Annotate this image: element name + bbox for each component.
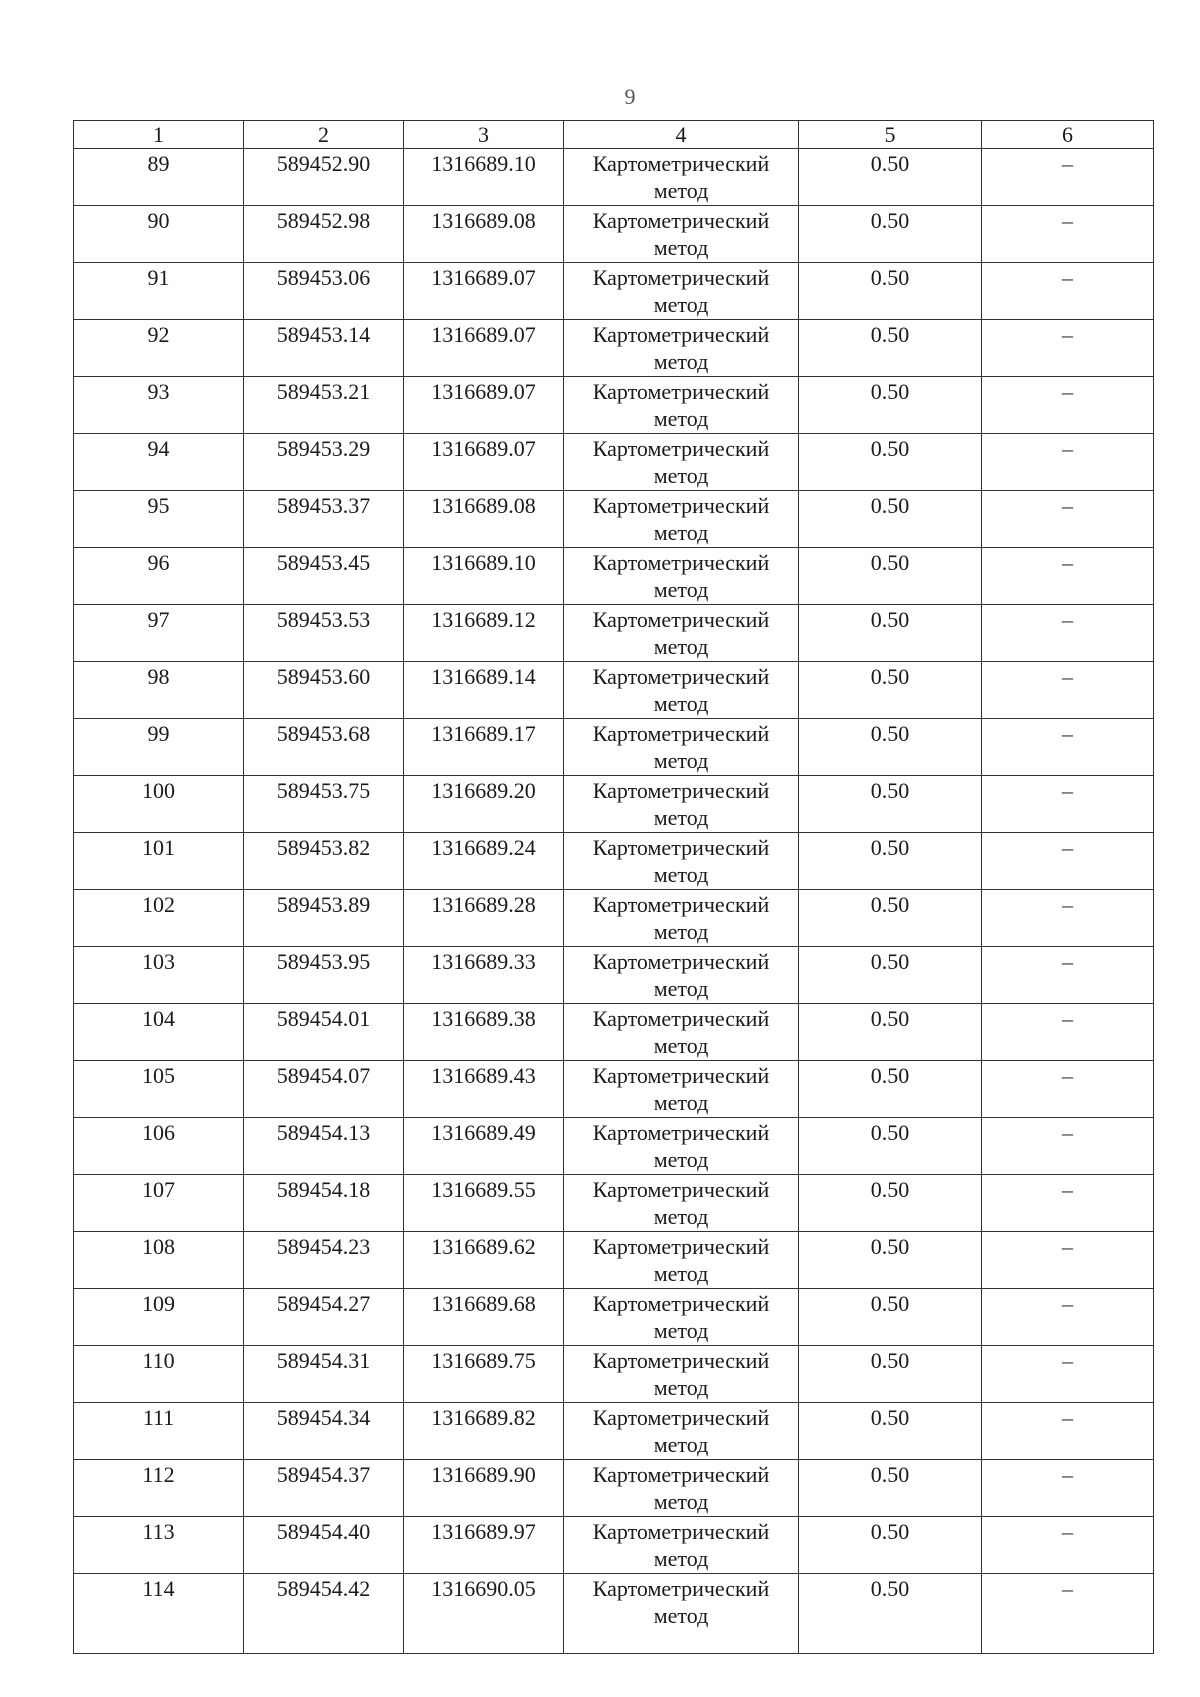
note-cell: – (982, 1403, 1154, 1460)
method-line-1: Картометрический (592, 1063, 770, 1088)
method-line-2: метод (653, 976, 709, 1001)
note-cell: – (982, 1346, 1154, 1403)
y-coordinate-cell: 1316689.43 (404, 1061, 564, 1118)
y-coordinate-cell: 1316689.24 (404, 833, 564, 890)
method-line-1: Картометрический (592, 322, 770, 347)
method-line-1: Картометрический (592, 1177, 770, 1202)
precision-cell: 0.50 (799, 377, 982, 434)
precision-cell: 0.50 (799, 947, 982, 1004)
precision-cell: 0.50 (799, 1403, 982, 1460)
point-number-cell: 91 (74, 263, 244, 320)
method-line-1: Картометрический (592, 778, 770, 803)
precision-cell: 0.50 (799, 890, 982, 947)
table-row (74, 833, 1154, 890)
note-cell: – (982, 1517, 1154, 1574)
method-line-2: метод (653, 463, 709, 488)
x-coordinate-cell: 589453.75 (244, 776, 404, 833)
note-cell: – (982, 776, 1154, 833)
table-row (74, 434, 1154, 491)
precision-cell: 0.50 (799, 1517, 982, 1574)
y-coordinate-cell: 1316689.14 (404, 662, 564, 719)
method-line-2: метод (653, 691, 709, 716)
table-row (74, 1061, 1154, 1118)
precision-cell: 0.50 (799, 1004, 982, 1061)
table-row (74, 662, 1154, 719)
precision-cell: 0.50 (799, 719, 982, 776)
x-coordinate-cell: 589453.53 (244, 605, 404, 662)
x-coordinate-cell: 589453.21 (244, 377, 404, 434)
note-cell: – (982, 1574, 1154, 1654)
method-line-2: метод (653, 235, 709, 260)
x-coordinate-cell: 589454.18 (244, 1175, 404, 1232)
method-line-2: метод (653, 520, 709, 545)
point-number-cell: 93 (74, 377, 244, 434)
method-cell (564, 1175, 799, 1232)
method-line-2: метод (653, 805, 709, 830)
precision-cell: 0.50 (799, 662, 982, 719)
method-line-2: метод (653, 1489, 709, 1514)
point-number-cell: 102 (74, 890, 244, 947)
method-line-2: метод (653, 1546, 709, 1571)
method-line-2: метод (653, 634, 709, 659)
point-number-cell: 111 (74, 1403, 244, 1460)
y-coordinate-cell: 1316689.82 (404, 1403, 564, 1460)
point-number-cell: 104 (74, 1004, 244, 1061)
point-number-cell: 89 (74, 149, 244, 206)
x-coordinate-cell: 589453.95 (244, 947, 404, 1004)
note-cell: – (982, 434, 1154, 491)
method-line-1: Картометрический (592, 1291, 770, 1316)
precision-cell: 0.50 (799, 776, 982, 833)
method-cell (564, 605, 799, 662)
method-cell (564, 1403, 799, 1460)
method-line-1: Картометрический (592, 949, 770, 974)
precision-cell: 0.50 (799, 548, 982, 605)
method-line-1: Картометрический (592, 721, 770, 746)
method-line-2: метод (653, 349, 709, 374)
point-number-cell: 106 (74, 1118, 244, 1175)
precision-cell: 0.50 (799, 1346, 982, 1403)
note-cell: – (982, 1289, 1154, 1346)
method-cell (564, 1061, 799, 1118)
x-coordinate-cell: 589454.40 (244, 1517, 404, 1574)
method-line-1: Картометрический (592, 1462, 770, 1487)
precision-cell: 0.50 (799, 1574, 982, 1654)
method-cell (564, 1574, 799, 1654)
method-line-1: Картометрический (592, 835, 770, 860)
y-coordinate-cell: 1316689.08 (404, 491, 564, 548)
note-cell: – (982, 206, 1154, 263)
precision-cell: 0.50 (799, 1061, 982, 1118)
point-number-cell: 112 (74, 1460, 244, 1517)
note-cell: – (982, 890, 1154, 947)
precision-cell: 0.50 (799, 605, 982, 662)
y-coordinate-cell: 1316689.10 (404, 149, 564, 206)
method-line-1: Картометрический (592, 1519, 770, 1544)
note-cell: – (982, 1232, 1154, 1289)
table-row (74, 206, 1154, 263)
method-cell (564, 1004, 799, 1061)
note-cell: – (982, 149, 1154, 206)
coordinates-table (73, 120, 1154, 1654)
method-line-2: метод (653, 1603, 709, 1628)
x-coordinate-cell: 589453.82 (244, 833, 404, 890)
y-coordinate-cell: 1316690.05 (404, 1574, 564, 1654)
x-coordinate-cell: 589454.27 (244, 1289, 404, 1346)
method-cell (564, 149, 799, 206)
point-number-cell: 109 (74, 1289, 244, 1346)
table-row (74, 548, 1154, 605)
method-line-2: метод (653, 919, 709, 944)
point-number-cell: 114 (74, 1574, 244, 1654)
column-header: 3 (404, 121, 564, 149)
precision-cell: 0.50 (799, 491, 982, 548)
table-row (74, 149, 1154, 206)
precision-cell: 0.50 (799, 206, 982, 263)
y-coordinate-cell: 1316689.49 (404, 1118, 564, 1175)
table-row (74, 947, 1154, 1004)
method-cell (564, 719, 799, 776)
note-cell: – (982, 548, 1154, 605)
y-coordinate-cell: 1316689.68 (404, 1289, 564, 1346)
precision-cell: 0.50 (799, 149, 982, 206)
note-cell: – (982, 662, 1154, 719)
note-cell: – (982, 1175, 1154, 1232)
note-cell: – (982, 1061, 1154, 1118)
point-number-cell: 94 (74, 434, 244, 491)
point-number-cell: 101 (74, 833, 244, 890)
point-number-cell: 90 (74, 206, 244, 263)
y-coordinate-cell: 1316689.12 (404, 605, 564, 662)
x-coordinate-cell: 589453.89 (244, 890, 404, 947)
y-coordinate-cell: 1316689.08 (404, 206, 564, 263)
method-line-2: метод (653, 1432, 709, 1457)
method-cell (564, 1517, 799, 1574)
table-row (74, 1004, 1154, 1061)
method-line-1: Картометрический (592, 151, 770, 176)
method-line-1: Картометрический (592, 1348, 770, 1373)
precision-cell: 0.50 (799, 1289, 982, 1346)
table-row (74, 377, 1154, 434)
point-number-cell: 107 (74, 1175, 244, 1232)
method-cell (564, 947, 799, 1004)
y-coordinate-cell: 1316689.28 (404, 890, 564, 947)
method-cell (564, 548, 799, 605)
x-coordinate-cell: 589454.31 (244, 1346, 404, 1403)
y-coordinate-cell: 1316689.07 (404, 377, 564, 434)
method-line-1: Картометрический (592, 1405, 770, 1430)
precision-cell: 0.50 (799, 434, 982, 491)
method-line-1: Картометрический (592, 208, 770, 233)
precision-cell: 0.50 (799, 1460, 982, 1517)
x-coordinate-cell: 589454.34 (244, 1403, 404, 1460)
y-coordinate-cell: 1316689.62 (404, 1232, 564, 1289)
x-coordinate-cell: 589453.60 (244, 662, 404, 719)
note-cell: – (982, 377, 1154, 434)
precision-cell: 0.50 (799, 320, 982, 377)
point-number-cell: 96 (74, 548, 244, 605)
method-line-1: Картометрический (592, 265, 770, 290)
note-cell: – (982, 947, 1154, 1004)
method-line-1: Картометрический (592, 1234, 770, 1259)
precision-cell: 0.50 (799, 1232, 982, 1289)
method-line-2: метод (653, 748, 709, 773)
method-cell (564, 1460, 799, 1517)
method-line-2: метод (653, 1033, 709, 1058)
method-cell (564, 1118, 799, 1175)
table-header-row (74, 121, 1154, 149)
column-header: 5 (799, 121, 982, 149)
x-coordinate-cell: 589453.29 (244, 434, 404, 491)
x-coordinate-cell: 589453.37 (244, 491, 404, 548)
x-coordinate-cell: 589452.98 (244, 206, 404, 263)
table-row (74, 263, 1154, 320)
method-cell (564, 776, 799, 833)
method-line-1: Картометрический (592, 892, 770, 917)
table-row (74, 605, 1154, 662)
precision-cell: 0.50 (799, 1118, 982, 1175)
point-number-cell: 105 (74, 1061, 244, 1118)
point-number-cell: 113 (74, 1517, 244, 1574)
method-line-2: метод (653, 292, 709, 317)
method-line-1: Картометрический (592, 664, 770, 689)
point-number-cell: 110 (74, 1346, 244, 1403)
table-row (74, 1517, 1154, 1574)
y-coordinate-cell: 1316689.75 (404, 1346, 564, 1403)
note-cell: – (982, 1460, 1154, 1517)
method-line-1: Картометрический (592, 1576, 770, 1601)
x-coordinate-cell: 589454.01 (244, 1004, 404, 1061)
point-number-cell: 99 (74, 719, 244, 776)
x-coordinate-cell: 589454.13 (244, 1118, 404, 1175)
point-number-cell: 103 (74, 947, 244, 1004)
point-number-cell: 98 (74, 662, 244, 719)
point-number-cell: 100 (74, 776, 244, 833)
y-coordinate-cell: 1316689.33 (404, 947, 564, 1004)
table-row (74, 890, 1154, 947)
column-header: 2 (244, 121, 404, 149)
table-row (74, 1346, 1154, 1403)
table-row (74, 320, 1154, 377)
method-line-2: метод (653, 1147, 709, 1172)
table-row (74, 1175, 1154, 1232)
table-body (74, 149, 1154, 1654)
y-coordinate-cell: 1316689.97 (404, 1517, 564, 1574)
method-cell (564, 206, 799, 263)
table-row (74, 776, 1154, 833)
x-coordinate-cell: 589453.06 (244, 263, 404, 320)
method-line-2: метод (653, 1261, 709, 1286)
method-cell (564, 263, 799, 320)
note-cell: – (982, 1118, 1154, 1175)
precision-cell: 0.50 (799, 833, 982, 890)
x-coordinate-cell: 589454.07 (244, 1061, 404, 1118)
method-line-1: Картометрический (592, 1120, 770, 1145)
method-line-2: метод (653, 178, 709, 203)
method-line-2: метод (653, 862, 709, 887)
point-number-cell: 92 (74, 320, 244, 377)
method-line-1: Картометрический (592, 379, 770, 404)
note-cell: – (982, 719, 1154, 776)
table-row (74, 1118, 1154, 1175)
note-cell: – (982, 833, 1154, 890)
note-cell: – (982, 320, 1154, 377)
x-coordinate-cell: 589453.14 (244, 320, 404, 377)
method-line-2: метод (653, 577, 709, 602)
page-number: 9 (624, 84, 636, 109)
method-line-2: метод (653, 1090, 709, 1115)
method-line-1: Картометрический (592, 550, 770, 575)
y-coordinate-cell: 1316689.17 (404, 719, 564, 776)
table-row (74, 1289, 1154, 1346)
x-coordinate-cell: 589454.37 (244, 1460, 404, 1517)
table-row (74, 1403, 1154, 1460)
method-line-2: метод (653, 1204, 709, 1229)
method-line-1: Картометрический (592, 436, 770, 461)
x-coordinate-cell: 589454.23 (244, 1232, 404, 1289)
method-cell (564, 434, 799, 491)
table-row (74, 1574, 1154, 1654)
x-coordinate-cell: 589454.42 (244, 1574, 404, 1654)
table-row (74, 1232, 1154, 1289)
method-line-1: Картометрический (592, 493, 770, 518)
method-cell (564, 377, 799, 434)
point-number-cell: 97 (74, 605, 244, 662)
method-line-1: Картометрический (592, 607, 770, 632)
method-cell (564, 890, 799, 947)
column-header: 1 (74, 121, 244, 149)
method-line-2: метод (653, 406, 709, 431)
note-cell: – (982, 1004, 1154, 1061)
method-cell (564, 833, 799, 890)
note-cell: – (982, 605, 1154, 662)
precision-cell: 0.50 (799, 263, 982, 320)
method-line-1: Картометрический (592, 1006, 770, 1031)
method-cell (564, 491, 799, 548)
table-row (74, 719, 1154, 776)
y-coordinate-cell: 1316689.90 (404, 1460, 564, 1517)
point-number-cell: 95 (74, 491, 244, 548)
x-coordinate-cell: 589453.68 (244, 719, 404, 776)
table-row (74, 1460, 1154, 1517)
method-cell (564, 1346, 799, 1403)
method-cell (564, 320, 799, 377)
precision-cell: 0.50 (799, 1175, 982, 1232)
y-coordinate-cell: 1316689.38 (404, 1004, 564, 1061)
method-cell (564, 662, 799, 719)
y-coordinate-cell: 1316689.20 (404, 776, 564, 833)
method-cell (564, 1289, 799, 1346)
y-coordinate-cell: 1316689.07 (404, 320, 564, 377)
note-cell: – (982, 263, 1154, 320)
method-cell (564, 1232, 799, 1289)
x-coordinate-cell: 589452.90 (244, 149, 404, 206)
y-coordinate-cell: 1316689.55 (404, 1175, 564, 1232)
x-coordinate-cell: 589453.45 (244, 548, 404, 605)
y-coordinate-cell: 1316689.07 (404, 434, 564, 491)
y-coordinate-cell: 1316689.10 (404, 548, 564, 605)
column-header: 4 (564, 121, 799, 149)
column-header: 6 (982, 121, 1154, 149)
y-coordinate-cell: 1316689.07 (404, 263, 564, 320)
table-row (74, 491, 1154, 548)
method-line-2: метод (653, 1318, 709, 1343)
point-number-cell: 108 (74, 1232, 244, 1289)
method-line-2: метод (653, 1375, 709, 1400)
note-cell: – (982, 491, 1154, 548)
